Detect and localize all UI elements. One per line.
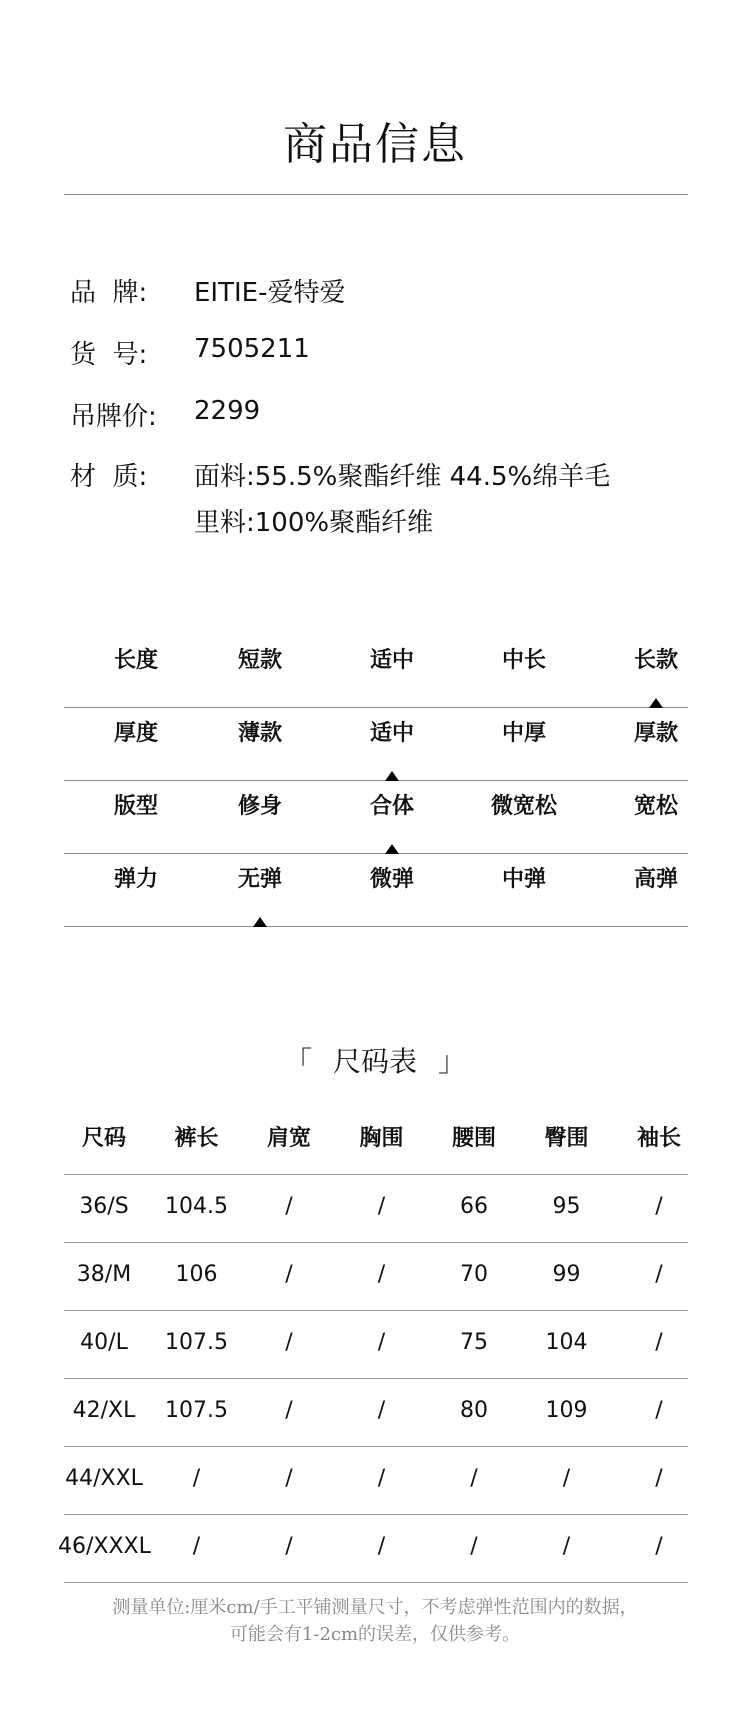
table-cell: 36/S (79, 1194, 129, 1219)
attribute-option: 适中 (369, 648, 414, 673)
table-cell: / (562, 1534, 571, 1559)
sku-value: 7505211 (194, 334, 310, 364)
table-cell: 95 (552, 1194, 581, 1219)
attribute-row (64, 780, 688, 854)
attribute-name: 厚度 (113, 721, 158, 746)
table-cell: / (285, 1534, 293, 1559)
measurement-note (0, 1594, 750, 1648)
attribute-option: 适中 (369, 721, 414, 746)
table-cell: 75 (460, 1330, 488, 1355)
table-header-row (64, 1107, 688, 1175)
attribute-option: 长款 (633, 648, 678, 673)
attribute-option: 无弹 (237, 867, 282, 892)
attribute-option: 宽松 (633, 794, 678, 819)
table-cell: / (377, 1330, 386, 1355)
table-row (64, 1447, 688, 1515)
price-value: 2299 (194, 396, 261, 426)
material-lining: 里料:100%聚酯纤维 (194, 508, 434, 538)
table-cell: / (377, 1466, 386, 1491)
table-cell: 104.5 (165, 1194, 228, 1219)
table-cell: / (285, 1330, 293, 1355)
sku-label: 货 号: (70, 340, 148, 370)
table-header-cell: 裤长 (174, 1126, 219, 1151)
table-cell: / (655, 1262, 663, 1287)
price-label: 吊牌价: (70, 402, 157, 432)
page-title: 商品信息 (283, 119, 467, 170)
title-bracket-open: 「 (284, 1045, 313, 1078)
table-header-cell: 臀围 (544, 1126, 589, 1151)
table-cell: 80 (460, 1398, 488, 1423)
table-cell: 66 (460, 1194, 488, 1219)
table-cell: 44/XXL (65, 1466, 143, 1491)
table-cell: 99 (552, 1262, 581, 1287)
table-cell: / (655, 1330, 663, 1355)
attribute-option: 中弹 (501, 867, 546, 892)
table-cell: / (377, 1262, 386, 1287)
attribute-row (64, 634, 688, 708)
brand-label: 品 牌: (70, 278, 148, 308)
table-cell: 107.5 (165, 1398, 228, 1423)
table-cell: 70 (460, 1262, 488, 1287)
table-cell: / (285, 1466, 293, 1491)
table-row (64, 1379, 688, 1447)
attribute-option: 合体 (369, 794, 414, 819)
size-chart-title-text: 尺码表 (332, 1045, 417, 1078)
attribute-name: 弹力 (113, 867, 158, 892)
brand-value: EITIE-爱特爱 (194, 278, 346, 308)
attribute-option: 厚款 (633, 721, 678, 746)
table-cell: / (655, 1534, 663, 1559)
table-cell: 104 (545, 1330, 588, 1355)
attribute-option: 中长 (501, 648, 546, 673)
table-cell: 40/L (80, 1330, 128, 1355)
attribute-option: 中厚 (501, 721, 546, 746)
table-cell: / (562, 1466, 571, 1491)
table-cell: / (655, 1398, 663, 1423)
attribute-option: 微弹 (369, 867, 414, 892)
title-divider (64, 194, 688, 195)
table-cell: 42/XL (72, 1398, 136, 1423)
table-header-cell: 胸围 (359, 1126, 404, 1151)
table-cell: / (192, 1534, 201, 1559)
table-cell: / (655, 1466, 663, 1491)
table-cell: / (192, 1466, 201, 1491)
table-cell: 46/XXXL (58, 1534, 151, 1559)
attribute-name: 版型 (113, 794, 158, 819)
table-row (64, 1311, 688, 1379)
table-cell: 38/M (76, 1262, 132, 1287)
table-cell: / (470, 1466, 478, 1491)
table-cell: / (470, 1534, 478, 1559)
title-bracket-close: 」 (437, 1045, 466, 1078)
attribute-option: 薄款 (237, 721, 282, 746)
attribute-option: 高弹 (633, 867, 678, 892)
table-row (64, 1243, 688, 1311)
attribute-row (64, 707, 688, 781)
size-chart-title (0, 1040, 750, 1080)
table-cell: / (285, 1262, 293, 1287)
table-row (64, 1175, 688, 1243)
selected-marker-icon (253, 917, 267, 927)
attribute-option: 微宽松 (490, 794, 557, 819)
table-cell: / (377, 1194, 386, 1219)
attribute-name: 长度 (113, 648, 158, 673)
table-header-cell: 袖长 (636, 1126, 681, 1151)
table-row (58, 1515, 688, 1583)
material-fabric: 面料:55.5%聚酯纤维 44.5%绵羊毛 (194, 462, 611, 492)
attribute-option: 修身 (237, 794, 282, 819)
table-cell: / (655, 1194, 663, 1219)
size-table (58, 1107, 688, 1583)
table-cell: 109 (545, 1398, 588, 1423)
table-header-cell: 腰围 (451, 1126, 496, 1151)
attribute-option: 短款 (237, 648, 282, 673)
table-cell: / (377, 1398, 386, 1423)
table-cell: 106 (175, 1262, 218, 1287)
attribute-row (64, 853, 688, 927)
table-cell: / (285, 1194, 293, 1219)
table-header-cell: 肩宽 (266, 1126, 311, 1151)
table-cell: / (377, 1534, 386, 1559)
table-header-cell: 尺码 (81, 1126, 126, 1151)
note-line-1: 测量单位:厘米cm/手工平铺测量尺寸，不考虑弹性范围内的数据， (112, 1597, 638, 1618)
table-cell: 107.5 (165, 1330, 228, 1355)
note-line-2: 可能会有1-2cm的误差，仅供参考。 (229, 1624, 521, 1645)
table-cell: / (285, 1398, 293, 1423)
material-label: 材 质: (70, 462, 148, 492)
